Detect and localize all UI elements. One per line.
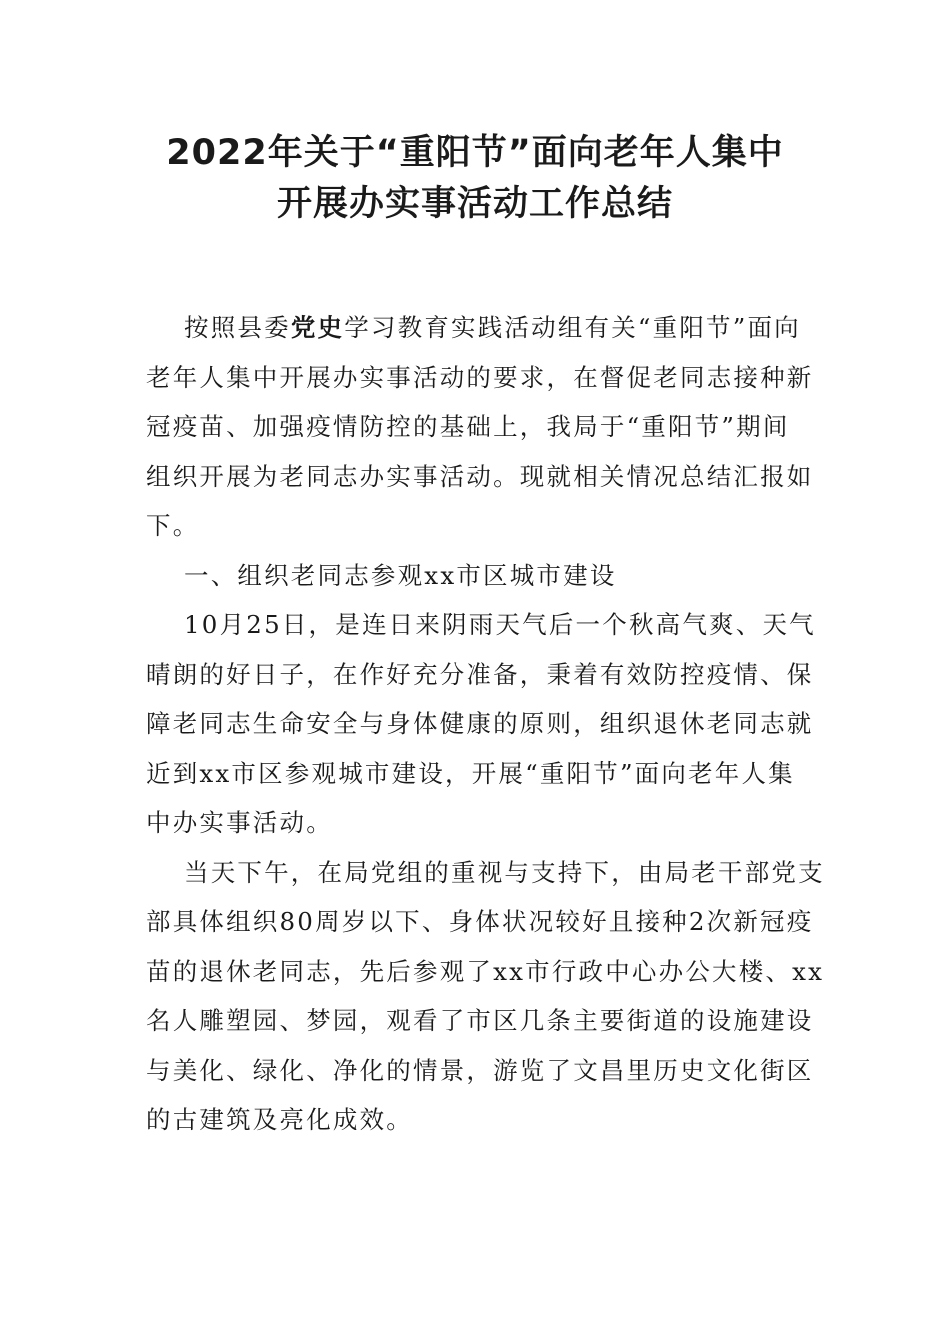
paragraph-line — [146, 303, 806, 353]
paragraph-line: 的古建筑及亮化成效。 — [146, 1105, 413, 1134]
paragraph-line: 障老同志生命安全与身体健康的原则，组织退休老同志就 — [146, 709, 814, 738]
document-body — [146, 303, 825, 1145]
text-run: 按照县委 — [184, 313, 291, 342]
paragraph-line: 与美化、绿化、净化的情景，游览了文昌里历史文化街区 — [146, 1055, 814, 1085]
paragraph-line: 中办实事活动。 — [146, 808, 333, 837]
paragraph-line: 10月25日，是连日来阴雨天气后一个秋高气爽、天气 — [184, 610, 816, 639]
paragraph — [146, 848, 825, 1145]
document-title-line-1: 2022年关于“重阳节”面向老年人集中 — [166, 133, 784, 173]
paragraph-line: 冠疫苗、加强疫情防控的基础上，我局于“重阳节”期间 — [146, 412, 790, 441]
paragraph-line: 部具体组织80周岁以下、身体状况较好且接种2次新冠疫 — [146, 907, 814, 936]
paragraph-line: 近到xx市区参观城市建设，开展“重阳节”面向老年人集 — [146, 758, 795, 788]
paragraph-line: 下。 — [146, 511, 200, 540]
paragraph-line: 苗的退休老同志，先后参观了xx市行政中心办公大楼、xx — [146, 956, 825, 986]
paragraph-line: 当天下午，在局党组的重视与支持下，由局老干部党支 — [184, 857, 825, 887]
paragraph-line: 一、组织老同志参观xx市区城市建设 — [184, 560, 617, 590]
paragraph-line: 组织开展为老同志办实事活动。现就相关情况总结汇报如 — [146, 461, 814, 491]
paragraph — [146, 303, 814, 551]
section-heading — [146, 551, 806, 601]
paragraph-line: 名人雕塑园、梦园，观看了市区几条主要街道的设施建设 — [146, 1006, 814, 1035]
paragraph-line: 晴朗的好日子，在作好充分准备，秉着有效防控疫情、保 — [146, 659, 814, 689]
highlighted-term: 党史 — [290, 313, 345, 342]
text-run: 学习教育实践活动组有关“重阳节”面向 — [344, 313, 801, 342]
paragraph-line: 老年人集中开展办实事活动的要求，在督促老同志接种新 — [146, 362, 814, 392]
document-title-line-2: 开展办实事活动工作总结 — [276, 184, 673, 224]
paragraph — [146, 600, 816, 848]
